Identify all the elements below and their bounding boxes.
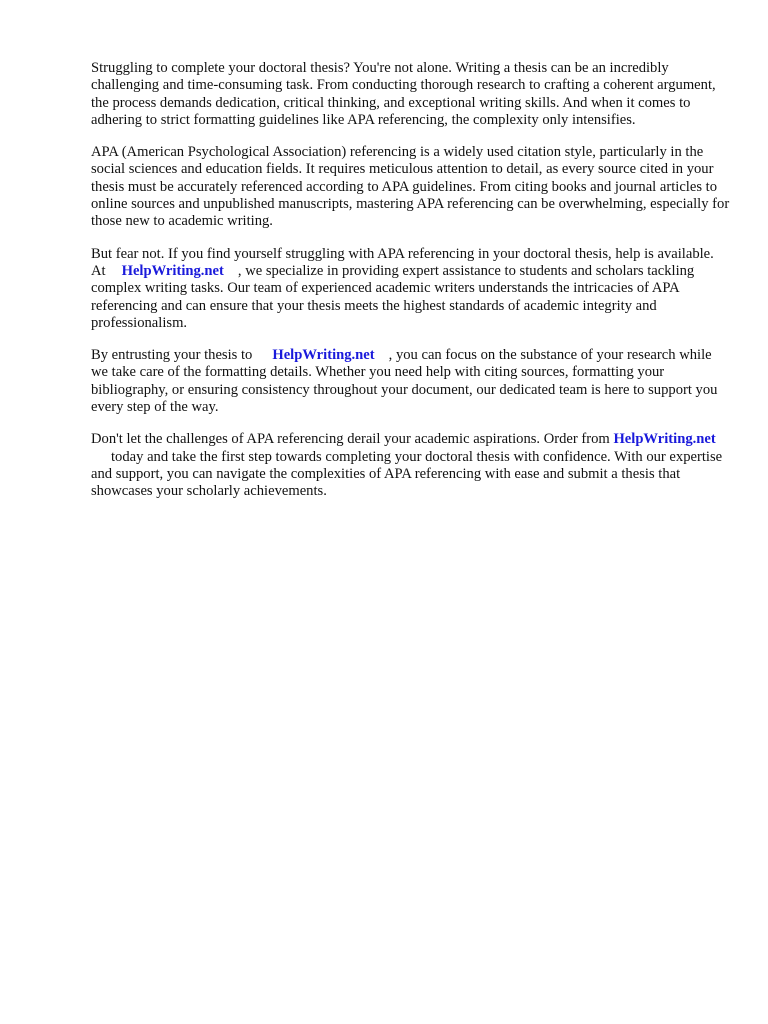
paragraph-text: , we specialize in providing expert assistance to students and scholars tackling complex writing tasks. Our team of experienced academic writers understands the intricacies of APA referencing and can ensure that your thesis meets the highest standards of academic integrity and professionalism. [91, 262, 695, 331]
helpwriting-link[interactable]: HelpWriting.net [272, 347, 375, 364]
paragraph-text: But fear not. If you find yourself struggling with APA referencing in your doctoral thesis, help is available. At [91, 245, 714, 279]
paragraph-text: today and take the first step towards completing your doctoral thesis with confidence. With our expertise and support, you can navigate the complexities of APA referencing with ease and submit a thesis that showcases your scholarly achievements. [91, 448, 723, 500]
paragraph-entrusting [91, 347, 731, 416]
helpwriting-link[interactable]: HelpWriting.net [121, 262, 224, 279]
helpwriting-link[interactable]: HelpWriting.net [613, 431, 716, 448]
paragraph-text: , you can focus on the substance of your research while we take care of the formatting details. Whether you need help with citing sources, formatting your bibliography, or ensuring consistency throughout your document, our dedicated team is here to support you every step of the way. [91, 347, 718, 416]
paragraph-intro: Struggling to complete your doctoral thesis? You're not alone. Writing a thesis can be an incredibly challenging and time-consuming task. From conducting thorough research to crafting a coherent argument, the process demands dedication, critical thinking, and exceptional writing skills. And when it comes to adhering to strict formatting guidelines like APA referencing, the complexity only intensifies. [91, 60, 716, 128]
paragraph-order [91, 431, 731, 500]
paragraph-text: Don't let the challenges of APA referencing derail your academic aspirations. Order from [91, 431, 610, 448]
document-page [91, 60, 731, 516]
paragraph-apa-description: APA (American Psychological Association) referencing is a widely used citation style, particularly in the social sciences and education fields. It requires meticulous attention to detail, as every source cited in your thesis must be accurately referenced according to APA guidelines. From citing books and journal articles to online sources and unpublished manuscripts, mastering APA referencing can be overwhelming, especially for those new to academic writing. [91, 144, 730, 230]
paragraph-help-available [91, 246, 731, 332]
paragraph-text: By entrusting your thesis to [91, 347, 253, 364]
